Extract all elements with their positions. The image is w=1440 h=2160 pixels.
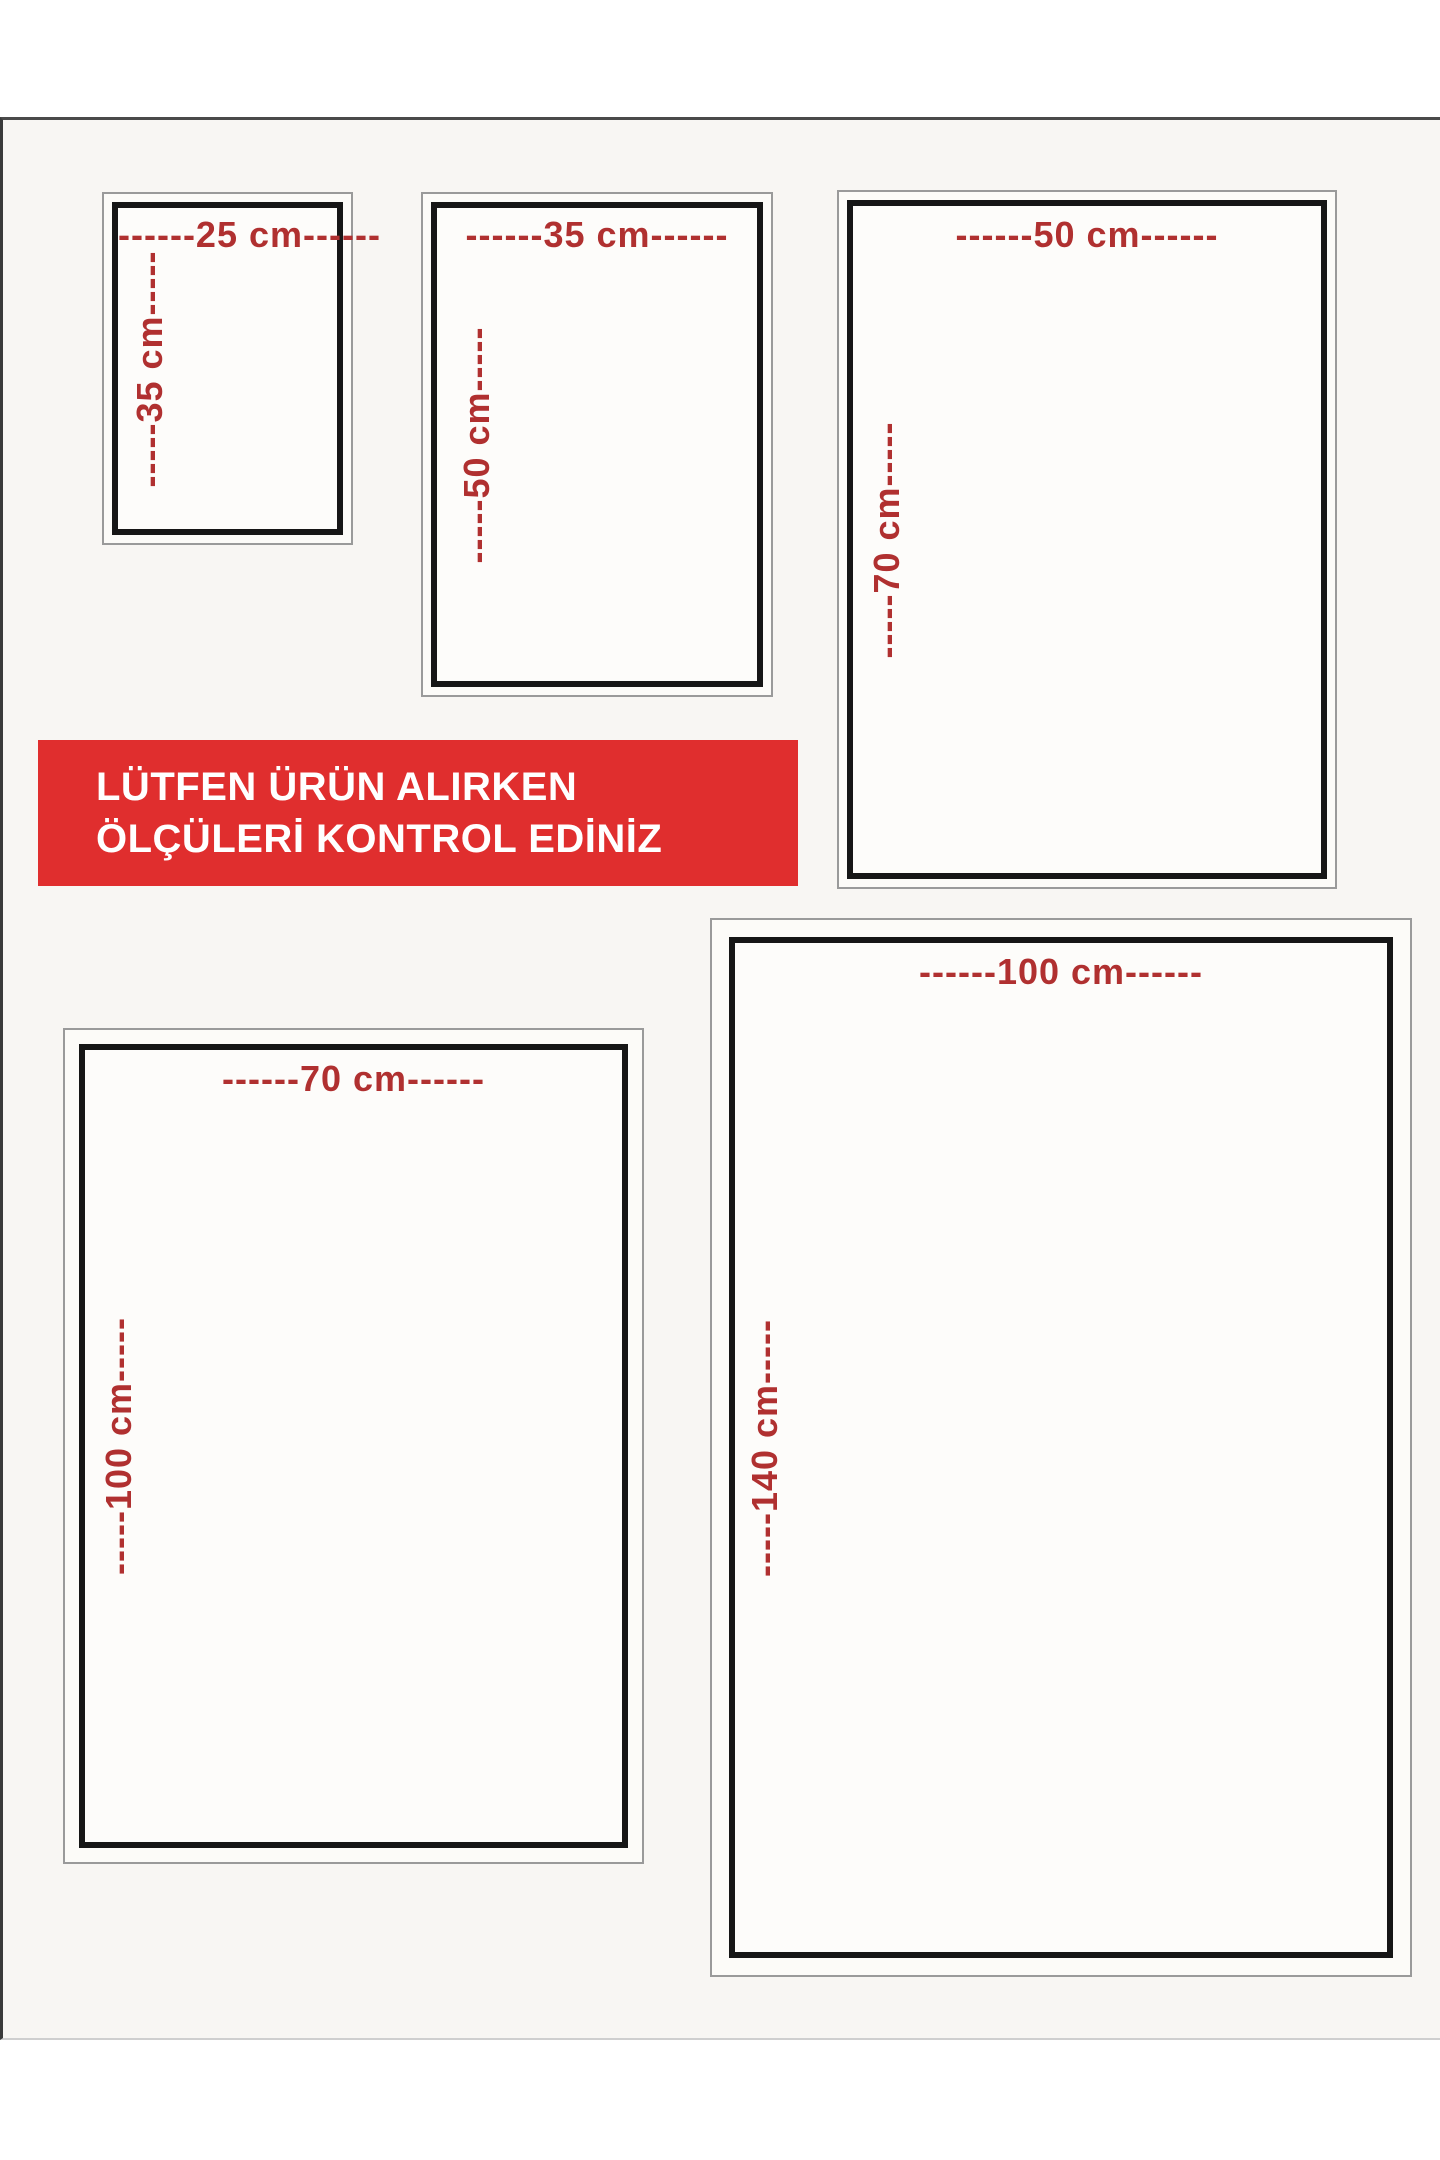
width-label-100cm: ------100 cm------	[919, 951, 1203, 992]
size-box-35x50-frame	[431, 202, 763, 687]
height-label-50cm: -----50 cm-----	[456, 326, 497, 563]
size-box-25x35-frame	[112, 202, 381, 535]
size-box-70x100-frame	[79, 1044, 628, 1848]
size-box-100x140-frame	[729, 937, 1393, 1958]
height-label-35cm: -----35 cm-----	[129, 250, 170, 487]
size-box-50x70-frame	[847, 200, 1327, 879]
height-label-100cm: -----100 cm-----	[98, 1317, 139, 1575]
size-box-50x70	[837, 190, 1337, 889]
width-label-50cm: ------50 cm------	[955, 214, 1219, 255]
width-label-70cm: ------70 cm------	[222, 1058, 485, 1099]
width-label-25cm: ------25 cm------	[118, 214, 381, 255]
warning-line-2: ÖLÇÜLERİ KONTROL EDİNİZ	[96, 817, 663, 861]
size-box-25x35	[102, 192, 381, 545]
height-label-70cm: -----70 cm-----	[866, 421, 907, 658]
size-box-100x140	[710, 918, 1412, 1977]
size-box-35x50	[421, 192, 773, 697]
warning-banner	[38, 740, 798, 886]
size-box-70x100	[63, 1028, 644, 1864]
height-label-140cm: -----140 cm-----	[744, 1318, 785, 1577]
width-label-35cm: ------35 cm------	[465, 214, 729, 255]
warning-line-1: LÜTFEN ÜRÜN ALIRKEN	[96, 765, 578, 809]
